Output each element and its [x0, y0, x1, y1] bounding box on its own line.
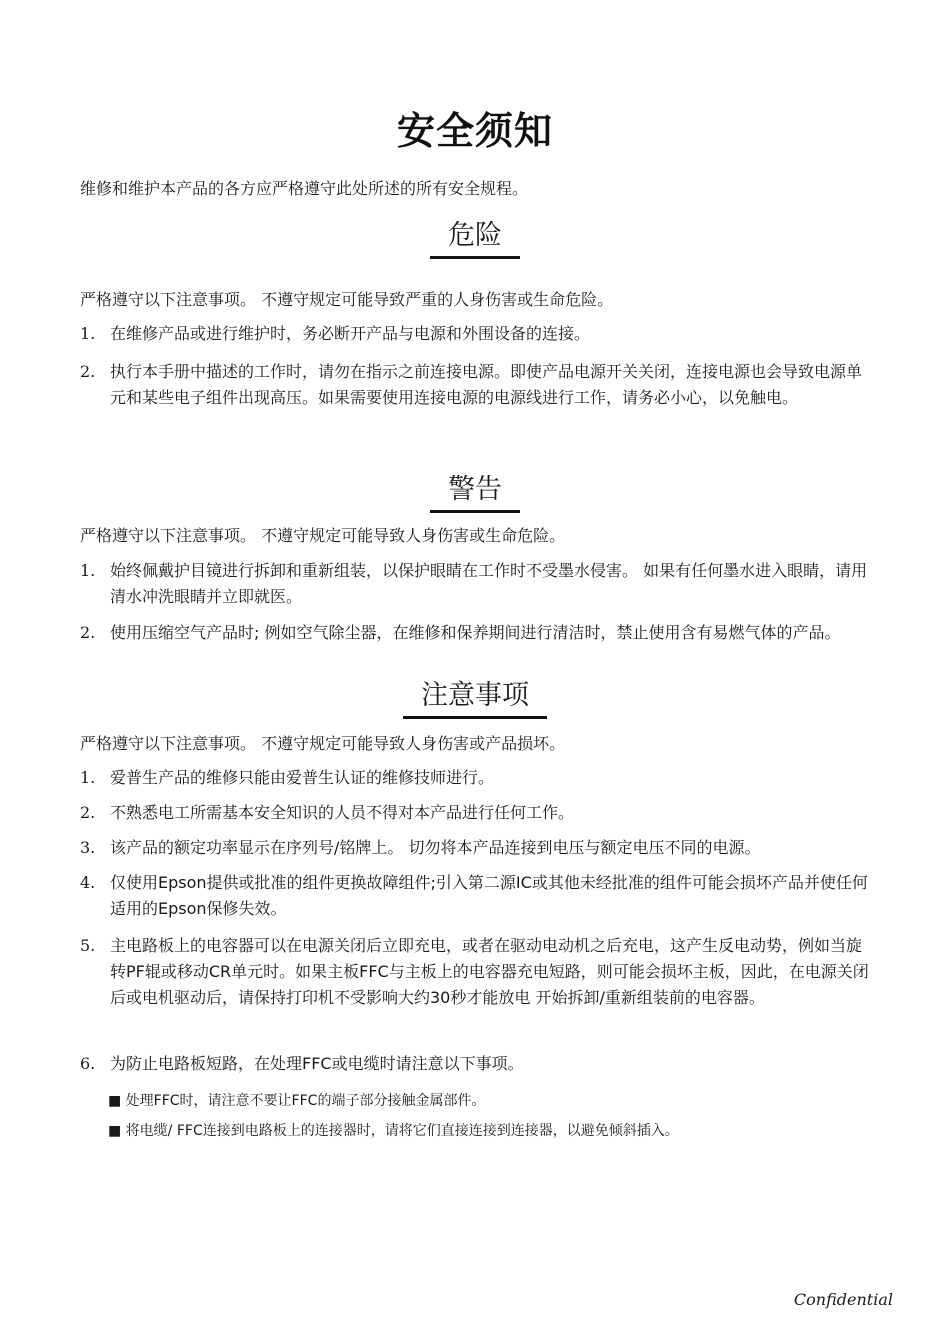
caution-item-3: 3. 该产品的额定功率显示在序列号/铭牌上。 切勿将本产品连接到电压与额定电压不同的电源。 [80, 838, 761, 857]
caution-item-4: 4. 仅使用Epson提供或批准的组件更换故障组件;引入第二源IC或其他未经批准的组件可能会损坏产品并使任何适用的Epson保修失效。 [80, 873, 868, 918]
caution-bullet-2: ■ 将电缆/ FFC连接到电路板上的连接器时，请将它们直接连接到连接器，以避免倾斜插入。 [108, 1123, 679, 1139]
warning-heading: 警告 [0, 472, 950, 513]
caution-heading: 注意事项 [0, 678, 950, 719]
caution-item-6: 6. 为防止电路板短路，在处理FFC或电缆时请注意以下事项。 [80, 1054, 524, 1073]
page-title: 安全须知 [396, 109, 553, 153]
danger-item-2: 2. 执行本手册中描述的工作时，请勿在指示之前连接电源。即使产品电源开关关闭，连接电源也会导致电源单元和某些电子组件出现高压。如果需要使用连接电源的电源线进行工作，请务必小心，以免触电。 [80, 362, 863, 407]
warning-item-1: 1. 始终佩戴护目镜进行拆卸和重新组装，以保护眼睛在工作时不受墨水侵害。 如果有任何墨水进入眼睛，请用清水冲洗眼睛并立即就医。 [80, 561, 868, 606]
caution-item-5: 5. 主电路板上的电容器可以在电源关闭后立即充电，或者在驱动电动机之后充电，这产生反电动势，例如当旋转PF辊或移动CR单元时。如果主板FFC与主板上的电容器充电短路，则可能会损坏主板，因此，在电源关闭后或电机驱动后，请保持打印机不受影响大约30秒才能放电 开始拆卸/重新组装前的电容器。 [80, 936, 869, 1007]
danger-item-1: 1. 在维修产品或进行维护时，务必断开产品与电源和外围设备的连接。 [80, 324, 591, 343]
caution-bullet-1: ■ 处理FFC时，请注意不要让FFC的端子部分接触金属部件。 [108, 1093, 486, 1109]
caution-lead: 严格遵守以下注意事项。 不遵守规定可能导致人身伤害或产品损坏。 [80, 734, 566, 753]
warning-item-2: 2. 使用压缩空气产品时; 例如空气除尘器，在维修和保养期间进行清洁时，禁止使用含有易燃气体的产品。 [80, 623, 841, 642]
intro-text: 维修和维护本产品的各方应严格遵守此处所述的所有安全规程。 [80, 179, 529, 198]
caution-item-1: 1. 爱普生产品的维修只能由爱普生认证的维修技师进行。 [80, 768, 495, 787]
caution-item-2: 2. 不熟悉电工所需基本安全知识的人员不得对本产品进行任何工作。 [80, 803, 575, 822]
confidential-footer: Confidential [793, 1290, 893, 1309]
danger-lead: 严格遵守以下注意事项。 不遵守规定可能导致严重的人身伤害或生命危险。 [80, 290, 614, 309]
warning-lead: 严格遵守以下注意事项。 不遵守规定可能导致人身伤害或生命危险。 [80, 526, 566, 545]
danger-heading: 危险 [0, 218, 950, 259]
